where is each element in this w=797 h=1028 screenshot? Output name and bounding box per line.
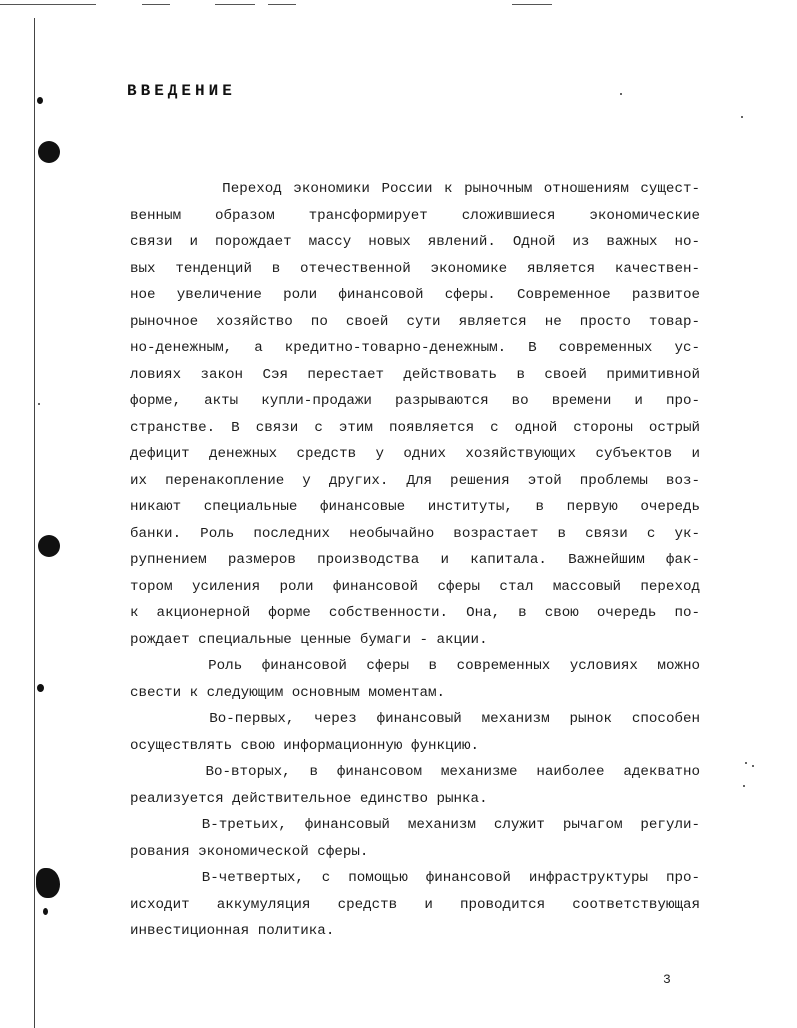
- speck-icon: [752, 765, 754, 767]
- paragraph: [130, 706, 700, 759]
- paragraph: [130, 812, 700, 865]
- text-line: рождает специальные ценные бумаги - акции.: [130, 631, 488, 648]
- scan-mark: [142, 4, 170, 5]
- text-line: дефицит денежных средств у одних хозяйствующих субъектов и: [130, 446, 700, 462]
- speck-icon: [741, 116, 743, 118]
- text-line: исходит аккумуляция средств и проводится соответствующая: [130, 896, 700, 913]
- text-line: их перенакопление у других. Для решения этой проблемы воз-: [130, 472, 700, 489]
- paragraph: [130, 759, 700, 812]
- text-line: В-третьих, финансовый механизм служит рычагом регули-: [130, 817, 700, 833]
- paragraph: [130, 865, 700, 945]
- text-line: никают специальные финансовые институты, в первую очередь: [130, 499, 700, 515]
- speck-icon: [745, 762, 747, 764]
- text-line: Роль финансовой сферы в современных условиях можно: [130, 658, 700, 674]
- text-line: к акционерной форме собственности. Она, в свою очередь по-: [130, 605, 700, 621]
- text-line: но-денежным, а кредитно-товарно-денежным. В современных ус-: [130, 340, 700, 356]
- ink-dot-icon: [37, 684, 44, 692]
- text-line: ное увеличение роли финансовой сферы. Современное развитое: [130, 287, 700, 303]
- scan-mark: [215, 4, 255, 5]
- scan-mark: [268, 4, 296, 5]
- text-line: рыночное хозяйство по своей сути является не просто товар-: [130, 313, 700, 330]
- paragraph: [130, 176, 700, 653]
- text-line: В-четвертых, с помощью финансовой инфраструктуры про-: [130, 870, 700, 886]
- punch-hole-icon: [38, 141, 60, 163]
- text-line: тором усиления роли финансовой сферы стал массовый переход: [130, 578, 700, 595]
- ink-dot-icon: [37, 97, 43, 104]
- text-line: рупнением размеров производства и капитала. Важнейшим фак-: [130, 552, 700, 568]
- punch-hole-icon: [38, 535, 60, 557]
- text-line: странстве. В связи с этим появляется с одной стороны острый: [130, 419, 700, 436]
- text-line: реализуется действительное единство рынка.: [130, 790, 488, 807]
- text-line: банки. Роль последних необычайно возрастает в связи с ук-: [130, 525, 700, 542]
- paragraph: [130, 653, 700, 706]
- text-line: Переход экономики России к рыночным отношениям сущест-: [130, 181, 700, 197]
- text-line: Во-вторых, в финансовом механизме наиболее адекватно: [130, 764, 700, 780]
- scan-mark: [0, 4, 96, 5]
- text-line: связи и порождает массу новых явлений. Одной из важных но-: [130, 234, 700, 250]
- body-text: [130, 176, 700, 945]
- page-title: ВВЕДЕНИЕ: [127, 82, 236, 100]
- page-number: 3: [663, 972, 671, 987]
- binding-edge-line: [34, 18, 35, 1028]
- text-line: вых тенденций в отечественной экономике является качествен-: [130, 260, 700, 277]
- text-line: венным образом трансформирует сложившиеся экономические: [130, 207, 700, 224]
- speck-icon: [38, 403, 40, 405]
- speck-icon: [743, 785, 745, 787]
- text-line: форме, акты купли-продажи разрываются во времени и про-: [130, 393, 700, 409]
- text-line: Во-первых, через финансовый механизм рынок способен: [130, 711, 700, 727]
- text-line: рования экономической сферы.: [130, 843, 369, 860]
- text-line: инвестиционная политика.: [130, 923, 335, 939]
- speck-icon: [620, 93, 622, 95]
- ink-dot-icon: [43, 908, 48, 915]
- ink-blot-icon: [36, 868, 60, 898]
- scan-mark: [512, 4, 552, 5]
- text-line: ловиях закон Сэя перестает действовать в своей примитивной: [130, 366, 700, 383]
- text-line: осуществлять свою информационную функцию.: [130, 737, 480, 754]
- text-line: свести к следующим основным моментам.: [130, 684, 446, 701]
